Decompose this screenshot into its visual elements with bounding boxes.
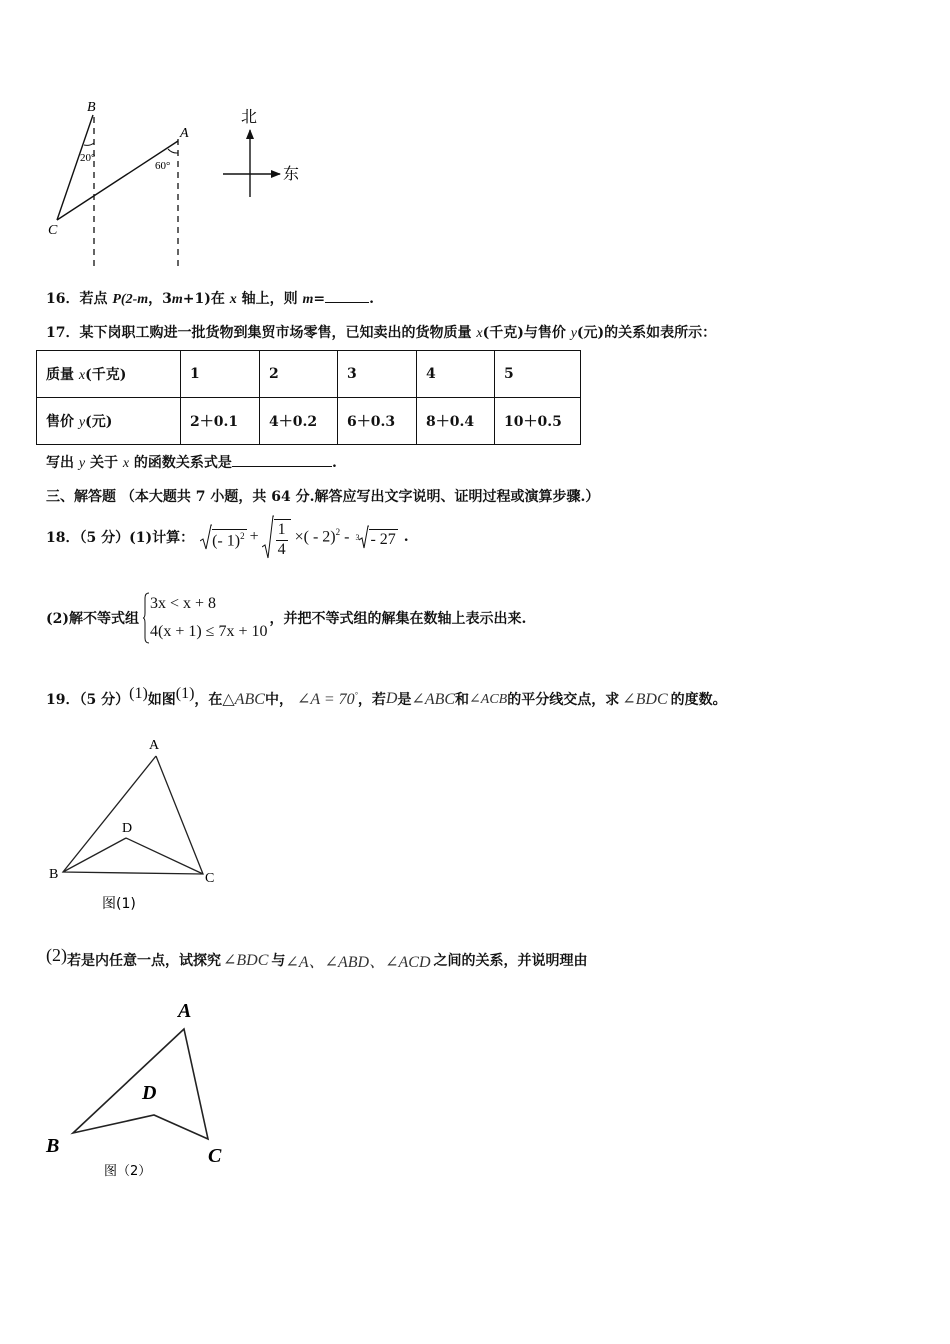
point-a-label: A: [180, 126, 189, 141]
angle-arc-a: [168, 149, 178, 153]
fig2-label-d: D: [142, 1082, 157, 1104]
triangle-abc: [63, 756, 203, 874]
segment-bc: [57, 115, 96, 220]
q19-part-2-label: (2): [46, 945, 67, 965]
segment-ca: [57, 141, 178, 220]
q18-plus: +: [249, 528, 259, 545]
q19-part-1-label: (1): [129, 685, 148, 702]
inequality-1: 3x < x + 8: [150, 595, 217, 612]
question-16: [46, 288, 374, 308]
q17-ask: 写出 y 关于 x 的函数关系式是 .: [46, 455, 337, 471]
fig1-label-c: C: [205, 871, 215, 886]
q19-triangle: △ABC: [222, 691, 265, 708]
question-19: 19．（5 分） (1) 如图 (1) ，在 △ABC 中， ∠A = 70° ，若 D 是 ∠ABC 和 ∠ACB 的平分线交点，求 ∠BDC 的度数。: [46, 685, 727, 708]
q16-text-1: 若点: [79, 291, 113, 307]
table-row-mass: [37, 351, 581, 398]
q17-var-y: y: [570, 326, 577, 341]
fig2-caption: 图（2）: [104, 1164, 152, 1179]
q16-point: P(2-: [112, 292, 138, 307]
q17-intro-c: (元)的关系如表所示：: [576, 325, 717, 341]
concave-quadrilateral: [73, 1029, 208, 1139]
q16-text-5: =: [313, 291, 326, 307]
table-cell: 5: [495, 351, 581, 398]
fig2-label-a: A: [178, 1000, 192, 1022]
q16-number: 16．: [46, 291, 80, 307]
question-18: [46, 510, 409, 564]
q18-p2-label: (2)解不等式组: [46, 611, 139, 627]
table-cell: 6＋0.3: [338, 398, 417, 445]
q17-intro-b: (千克)与售价: [482, 325, 571, 341]
q16-var-m1: m: [137, 292, 149, 307]
angle-b-label: 20°: [80, 152, 96, 164]
table-cell: 1: [181, 351, 260, 398]
fig1-label-b: B: [49, 867, 59, 882]
compass-north-label: 北: [241, 107, 258, 126]
q19-angle-a: ∠A = 70°: [296, 690, 358, 708]
q16-text-3: +1)在: [182, 291, 230, 307]
q18-p2-tail: ，并把不等式组的解集在数轴上表示出来.: [269, 611, 527, 627]
table-cell: 2: [260, 351, 338, 398]
table-cell: 8＋0.4: [417, 398, 495, 445]
q16-text-2: ，3: [148, 291, 172, 307]
compass-east-arrow: [271, 170, 281, 178]
q18-sqrt-2: 1 4: [262, 515, 291, 559]
q18-times: ×( - 2)$^2$ -: [294, 527, 350, 546]
q18-part-2: [46, 590, 526, 646]
angle-a-label: 60°: [155, 160, 171, 172]
fig1-label-a: A: [149, 738, 160, 753]
figure-19-2: [40, 995, 250, 1185]
table-row-price: [37, 398, 581, 445]
segment-bd: [63, 838, 126, 872]
compass-north-arrow: [246, 129, 254, 139]
table-cell: 4＋0.2: [260, 398, 338, 445]
point-c-label: C: [48, 223, 58, 238]
q19-fig-ref: (1): [175, 685, 195, 702]
q17-answer-blank[interactable]: [232, 466, 332, 467]
fig2-label-b: B: [46, 1135, 60, 1157]
q17-var-x: x: [476, 326, 483, 341]
q16-end: .: [369, 291, 375, 307]
figure-15: [40, 95, 320, 275]
point-b-label: B: [87, 100, 96, 115]
q18-head: 18．（5 分）(1)计算：: [46, 530, 195, 546]
inequality-2: 4(x + 1) ≤ 7x + 10: [150, 623, 268, 640]
q18-inequality-system: [150, 590, 267, 646]
q17-table: [36, 350, 581, 445]
figure-19-1: [46, 730, 226, 920]
table-cell: 4: [417, 351, 495, 398]
q17-intro-a: 17．某下岗职工购进一批货物到集贸市场零售，已知卖出的货物质量: [46, 325, 477, 341]
q16-answer-blank[interactable]: [325, 302, 369, 303]
q16-var-m2: m: [171, 292, 183, 307]
q18-cube-root: 3 - 27: [355, 525, 397, 549]
fig2-label-c: C: [208, 1145, 222, 1167]
q19-part-2: (2) 若是内任意一点，试探究 ∠BDC 与 ∠A、∠ABD、∠ACD 之间的关系，并说明理由: [46, 945, 588, 971]
table-cell: 10＋0.5: [495, 398, 581, 445]
q18-end: .: [403, 529, 409, 545]
q18-sqrt-1: (- 1)$^2$: [200, 524, 246, 550]
q16-var-x: x: [229, 292, 237, 307]
table-cell: 3: [338, 351, 417, 398]
table-header-mass: 质量 x(千克): [37, 351, 181, 398]
table-header-price: 售价 y(元): [37, 398, 181, 445]
angle-arc-b: [84, 143, 94, 145]
fig1-caption: 图(1): [102, 896, 136, 912]
question-17: [46, 322, 716, 342]
q16-text-4: 轴上，则: [236, 291, 303, 307]
fig1-label-d: D: [122, 821, 133, 836]
brace-icon: [142, 592, 150, 644]
compass-east-label: 东: [283, 164, 300, 183]
table-cell: 2＋0.1: [181, 398, 260, 445]
q16-var-m3: m: [302, 292, 314, 307]
section-3-heading: 三、解答题 （本大题共 7 小题，共 64 分.解答应写出文字说明、证明过程或演算步骤.）: [46, 489, 600, 505]
